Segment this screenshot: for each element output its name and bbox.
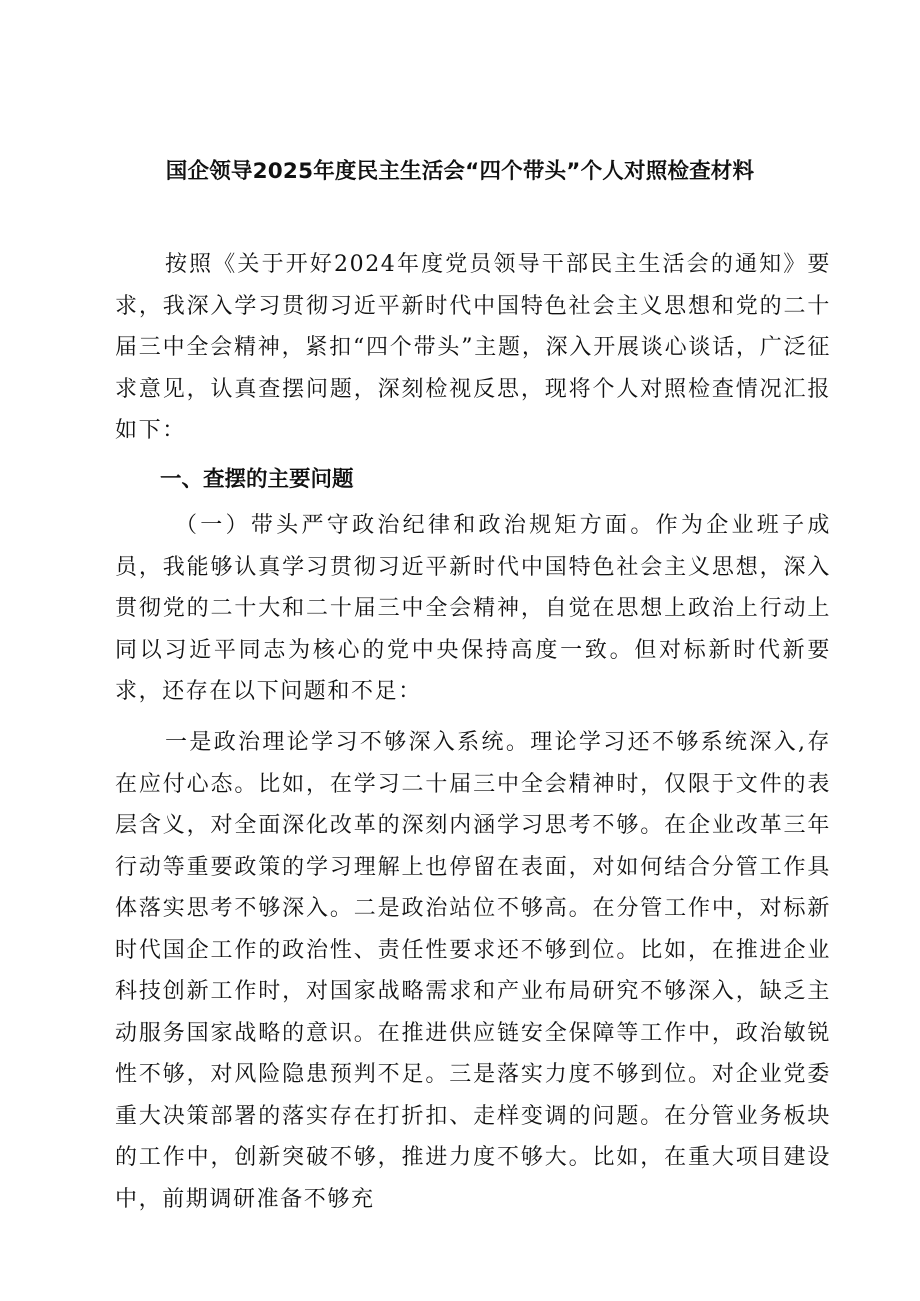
issues-paragraph: 一是政治理论学习不够深入系统。理论学习还不够系统深入,存在应付心态。比如，在学习二十届三中全会精神时，仅限于文件的表层含义，对全面深化改革的深刻内涵学习思考不够。在企业改革三年行动等重要政策的学习理解上也停留在表面，对如何结合分管工作具体落实思考不够深入。二是政治站位不够高。在分管工作中，对标新时代国企工作的政治性、责任性要求还不够到位。比如，在推进企业科技创新工作时，对国家战略需求和产业布局研究不够深入，缺乏主动服务国家战略的意识。在推进供应链安全保障等工作中，政治敏锐性不够，对风险隐患预判不足。三是落实力度不够到位。对企业党委重大决策部署的落实存在打折扣、走样变调的问题。在分管业务板块的工作中，创新突破不够，推进力度不够大。比如，在重大项目建设中，前期调研准备不够充: [115, 730, 831, 1212]
section-heading: 一、查摆的主要问题: [160, 467, 354, 492]
intro-paragraph: 按照《关于开好2024年度党员领导干部民主生活会的通知》要求，我深入学习贯彻习近平新时代中国特色社会主义思想和党的二十届三中全会精神，紧扣“四个带头”主题，深入开展谈心谈话，广泛征求意见，认真查摆问题，深刻检视反思，现将个人对照检查情况汇报如下：: [115, 252, 831, 443]
document-title: 国企领导2025年度民主生活会“四个带头”个人对照检查材料: [165, 159, 755, 184]
subsection-paragraph: （一）带头严守政治纪律和政治规矩方面。作为企业班子成员，我能够认真学习贯彻习近平新时代中国特色社会主义思想，深入贯彻党的二十大和二十届三中全会精神，自觉在思想上政治上行动上同以习近平同志为核心的党中央保持高度一致。但对标新时代新要求，还存在以下问题和不足：: [115, 513, 831, 704]
